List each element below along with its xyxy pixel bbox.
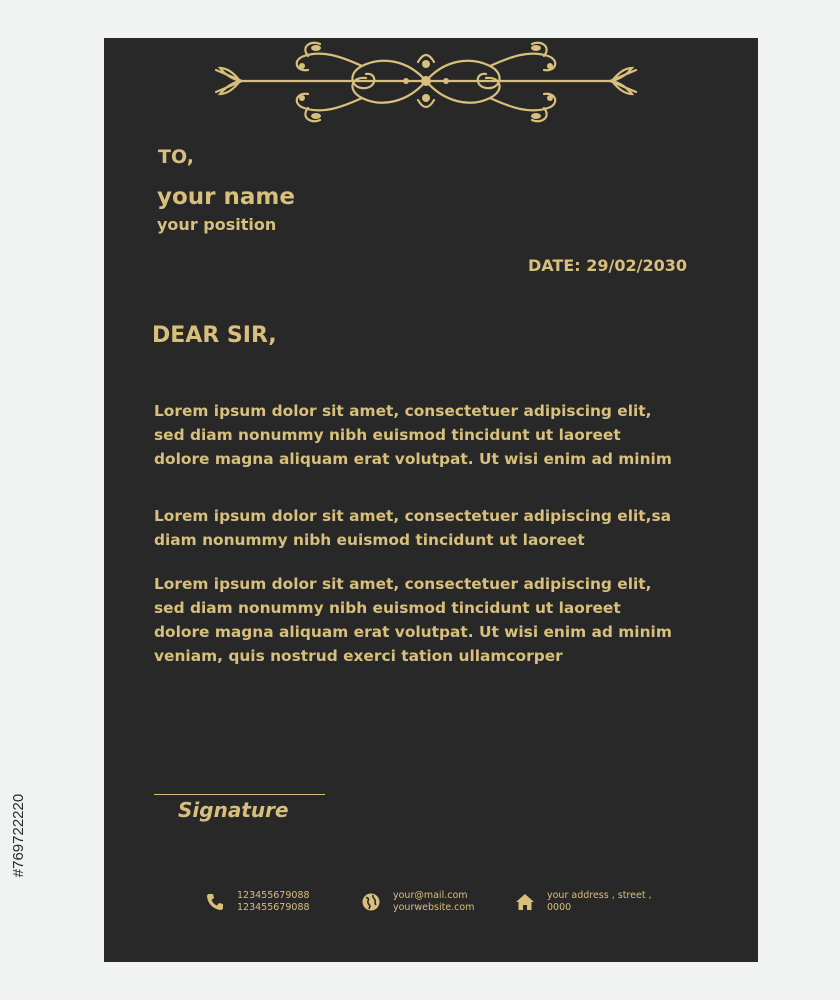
letterhead-page (104, 38, 758, 962)
contact-phone (205, 890, 310, 914)
contact-web (361, 890, 474, 914)
body-paragraph-1: Lorem ipsum dolor sit amet, consectetuer adipiscing elit, sed diam nonummy nibh euismod tincidunt ut laoreet dolore magna aliquam erat volutpat. Ut wisi enim ad minim (154, 402, 672, 468)
address-line-2: 0000 (547, 902, 572, 913)
greeting: DEAR SIR, (152, 323, 277, 348)
recipient-position: your position (157, 215, 277, 234)
recipient-name: your name (157, 184, 295, 210)
phone-line-1: 123455679088 (237, 890, 310, 901)
stock-id (4, 765, 34, 905)
to-label: TO, (158, 146, 194, 168)
signature-label: Signature (178, 798, 289, 822)
address-line-1: your address , street , (547, 890, 652, 901)
signature-line (154, 794, 325, 795)
letter-date: DATE: 29/02/2030 (528, 256, 687, 275)
home-icon (515, 892, 535, 912)
body-paragraph-3: Lorem ipsum dolor sit amet, consectetuer adipiscing elit, sed diam nonummy nibh euismod tincidunt ut laoreet dolore magna aliquam erat volutpat. Ut wisi enim ad minim veniam, quis nostrud exerci tation ullamcorper (154, 575, 672, 665)
ornament-icon (212, 38, 640, 130)
email-text: your@mail.com (393, 890, 468, 901)
phone-icon (205, 892, 225, 912)
globe-icon (361, 892, 381, 912)
stock-id-text: #769722220 (10, 793, 28, 877)
contact-address (515, 890, 652, 914)
body-paragraph-2: Lorem ipsum dolor sit amet, consectetuer adipiscing elit,sa diam nonummy nibh euismod tincidunt ut laoreet (154, 507, 672, 549)
website-text: yourwebsite.com (393, 902, 475, 913)
phone-line-2: 123455679088 (237, 902, 310, 913)
